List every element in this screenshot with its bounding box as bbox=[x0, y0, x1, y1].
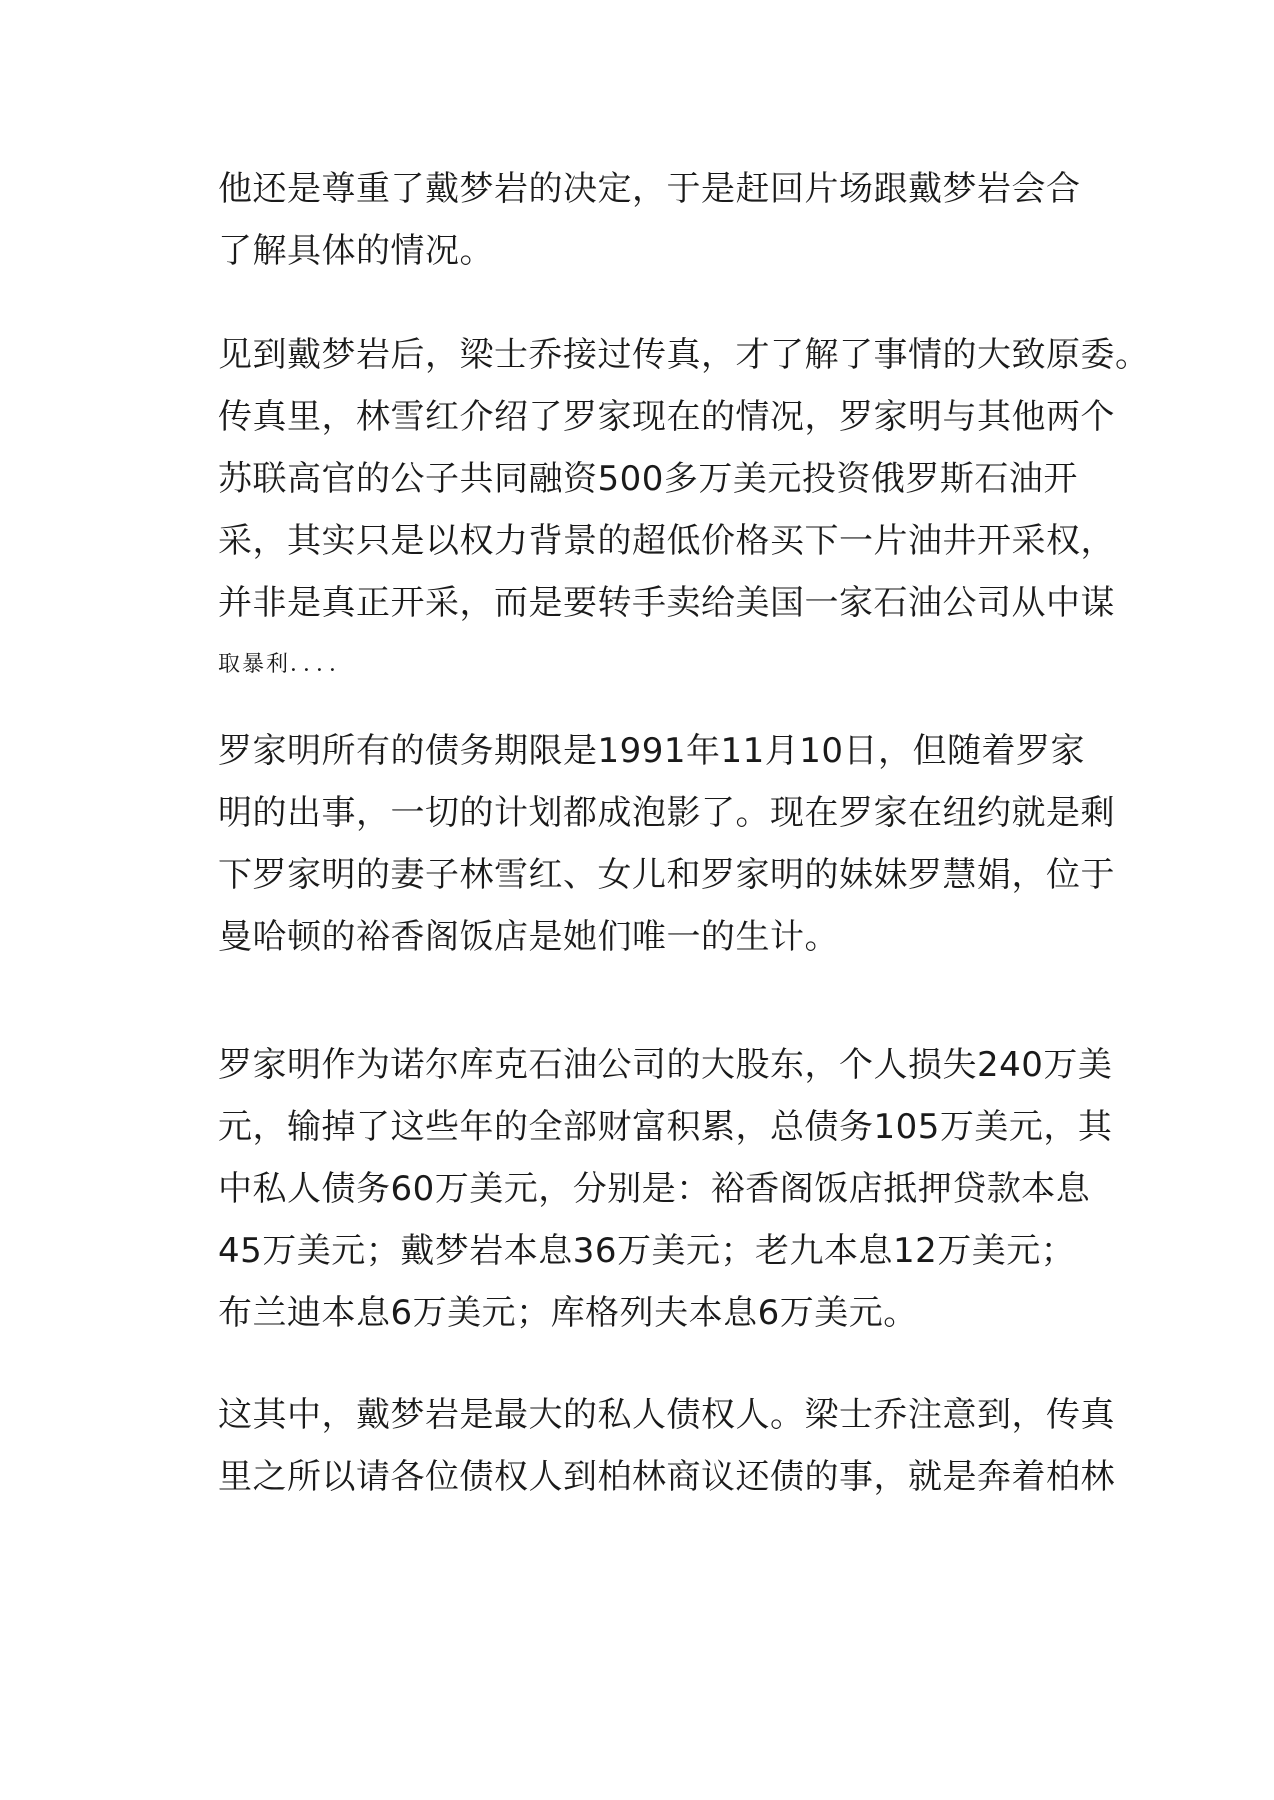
text-line-tail: 取暴利．．．． bbox=[218, 652, 354, 677]
text-line: 罗家明所有的债务期限是1991年11月10日，但随着罗家 bbox=[218, 731, 1086, 771]
text-line: 曼哈顿的裕香阁饭店是她们唯一的生计。 bbox=[218, 917, 839, 957]
text-line: 他还是尊重了戴梦岩的决定，于是赶回片场跟戴梦岩会合 bbox=[218, 169, 1081, 209]
text-line: 这其中，戴梦岩是最大的私人债权人。梁士乔注意到，传真 bbox=[218, 1395, 1115, 1435]
text-line: 中私人债务60万美元，分别是：裕香阁饭店抵押贷款本息 bbox=[218, 1169, 1091, 1209]
text-line: 苏联高官的公子共同融资500多万美元投资俄罗斯石油开 bbox=[218, 459, 1078, 499]
paragraph-2 bbox=[218, 324, 1150, 696]
text-line: 了解具体的情况。 bbox=[218, 231, 494, 271]
text-line: 罗家明作为诺尔库克石油公司的大股东，个人损失240万美 bbox=[218, 1045, 1113, 1085]
text-line: 采，其实只是以权力背景的超低价格买下一片油井开采权， bbox=[218, 521, 1115, 561]
text-line: 45万美元；戴梦岩本息36万美元；老九本息12万美元； bbox=[218, 1231, 1076, 1271]
text-line: 并非是真正开采，而是要转手卖给美国一家石油公司从中谋 bbox=[218, 583, 1115, 623]
text-line: 见到戴梦岩后，梁士乔接过传真，才了解了事情的大致原委。 bbox=[218, 335, 1150, 375]
paragraph-5 bbox=[218, 1384, 1115, 1508]
text-line: 布兰迪本息6万美元；库格列夫本息6万美元。 bbox=[218, 1293, 918, 1333]
paragraph-3 bbox=[218, 720, 1115, 968]
text-line: 元，输掉了这些年的全部财富积累，总债务105万美元，其 bbox=[218, 1107, 1113, 1147]
text-line: 明的出事，一切的计划都成泡影了。现在罗家在纽约就是剩 bbox=[218, 793, 1115, 833]
text-line: 下罗家明的妻子林雪红、女儿和罗家明的妹妹罗慧娟，位于 bbox=[218, 855, 1115, 895]
paragraph-4 bbox=[218, 1034, 1113, 1344]
text-line: 里之所以请各位债权人到柏林商议还债的事，就是奔着柏林 bbox=[218, 1457, 1115, 1497]
text-line: 传真里，林雪红介绍了罗家现在的情况，罗家明与其他两个 bbox=[218, 397, 1115, 437]
paragraph-1 bbox=[218, 158, 1098, 282]
